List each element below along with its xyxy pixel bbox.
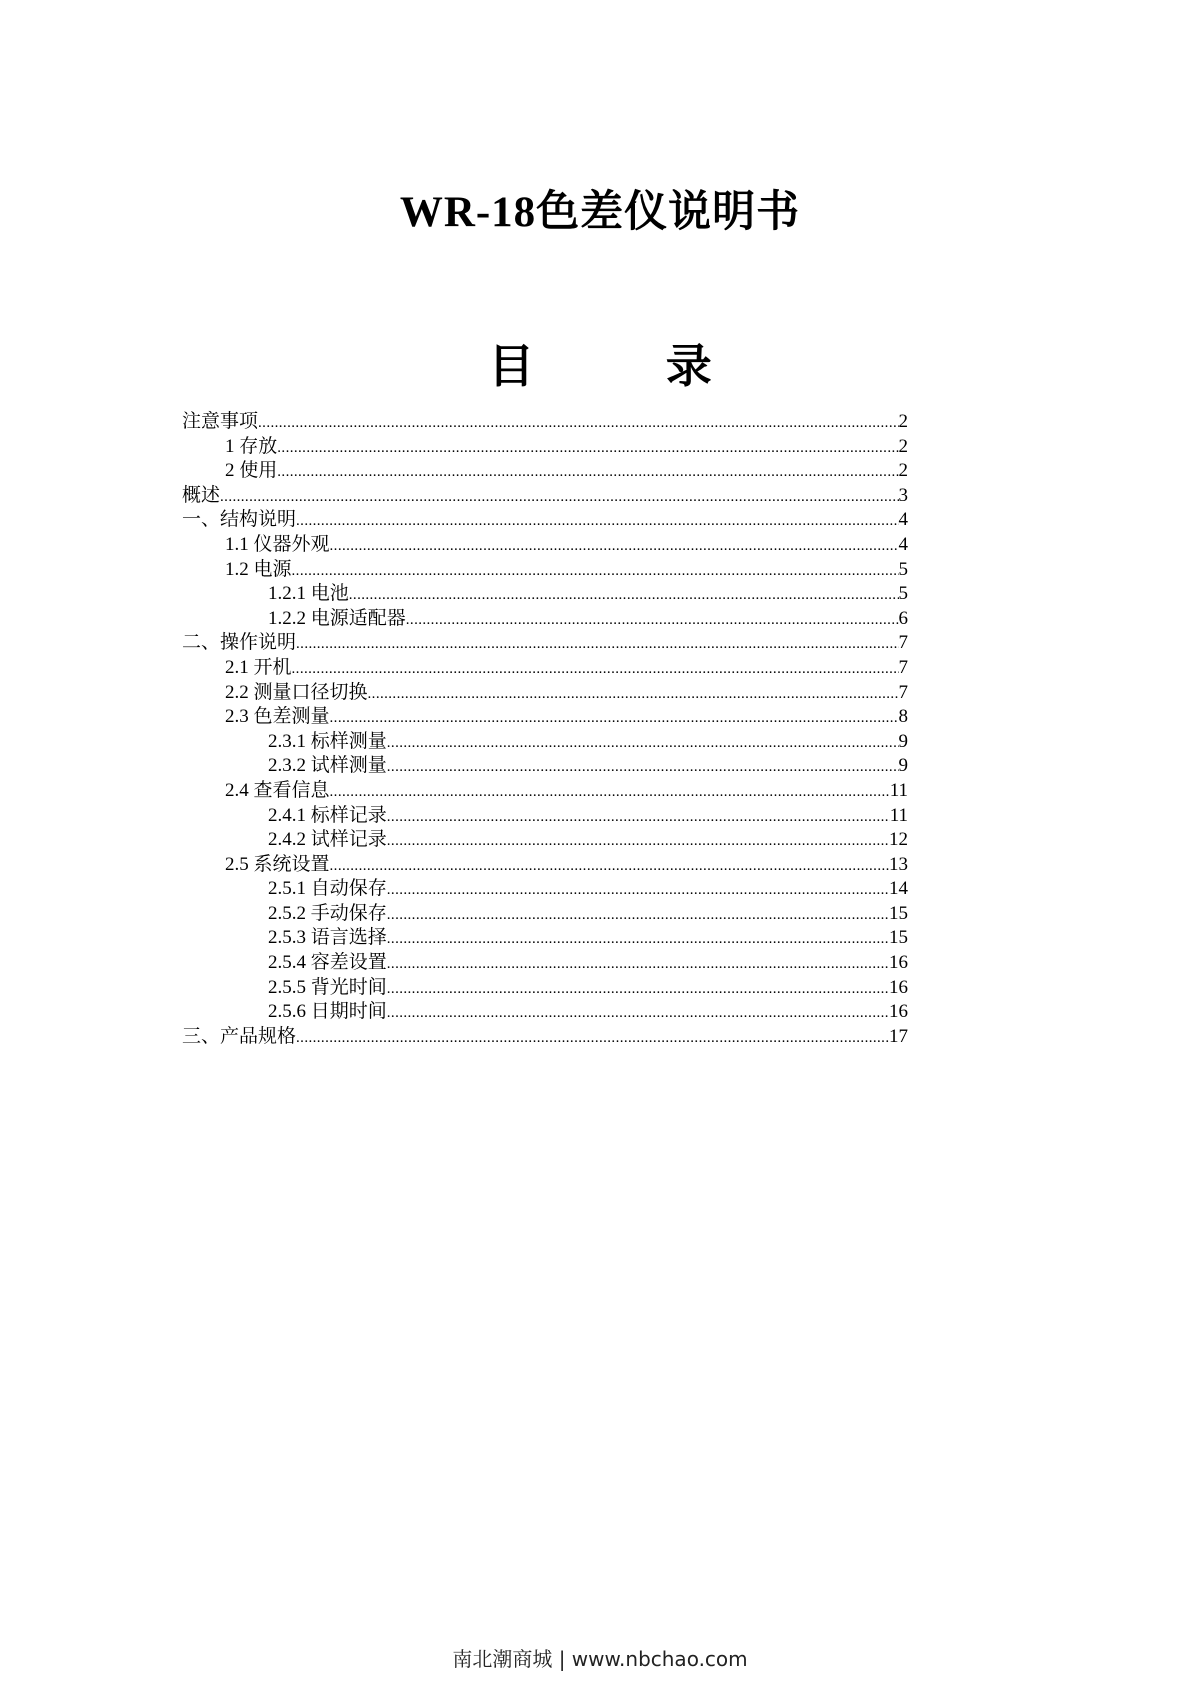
toc-page-number: 8 [898, 706, 908, 728]
toc-entry[interactable] [182, 976, 908, 1001]
toc-entry[interactable] [182, 804, 908, 829]
toc-page-number: 9 [898, 730, 908, 752]
toc-entry[interactable] [182, 459, 908, 484]
toc-page-number: 16 [889, 976, 908, 998]
toc-entry-label: 2.4.2 试样记录 [268, 829, 387, 851]
toc-dot-leader [220, 485, 898, 509]
toc-entry-label: 概述 [182, 484, 221, 506]
toc-page-number: 6 [898, 607, 908, 629]
toc-dot-leader [387, 755, 899, 779]
toc-entry[interactable] [182, 877, 908, 902]
toc-entry[interactable] [182, 926, 908, 951]
toc-page-number: 7 [898, 681, 908, 703]
toc-entry-label: 2.1 开机 [225, 656, 292, 678]
toc-page-number: 11 [889, 779, 908, 801]
toc-page-number: 7 [898, 632, 908, 654]
toc-dot-leader [296, 632, 898, 656]
toc-dot-leader [258, 411, 898, 435]
toc-dot-leader [387, 829, 889, 853]
toc-entry[interactable] [182, 607, 908, 632]
toc-page-number: 4 [898, 509, 908, 531]
toc-entry[interactable] [182, 730, 908, 755]
toc-dot-leader [387, 952, 889, 976]
toc-entry[interactable] [182, 582, 908, 607]
toc-page-number: 15 [889, 902, 908, 924]
toc-dot-leader [387, 878, 889, 902]
toc-entry-label: 2.5.4 容差设置 [268, 952, 387, 974]
toc-entry[interactable] [182, 951, 908, 976]
toc-page-number: 12 [889, 829, 908, 851]
toc-page-number: 3 [898, 484, 908, 506]
toc-entry-label: 2.4.1 标样记录 [268, 804, 387, 826]
toc-entry-label: 1.2 电源 [225, 558, 292, 580]
toc-entry-label: 1.2.1 电池 [268, 583, 349, 605]
toc-page-number: 13 [889, 853, 908, 875]
toc-dot-leader [349, 583, 899, 607]
toc-entry[interactable] [182, 828, 908, 853]
toc-entry[interactable] [182, 681, 908, 706]
toc-entry-label: 三、产品规格 [182, 1025, 297, 1047]
toc-dot-leader [406, 608, 899, 632]
toc-entry[interactable] [182, 779, 908, 804]
toc-dot-leader [330, 780, 890, 804]
toc-page-number: 2 [898, 411, 908, 432]
toc-entry[interactable] [182, 533, 908, 558]
toc-dot-leader [292, 559, 899, 583]
toc-entry-label: 2.5.2 手动保存 [268, 902, 387, 924]
toc-dot-leader [277, 460, 898, 484]
toc-page-number: 15 [889, 927, 908, 949]
toc-page-number: 11 [889, 804, 908, 826]
toc-entry-label: 2.3.1 标样测量 [268, 730, 387, 752]
toc-entry[interactable] [182, 656, 908, 681]
toc-dot-leader [330, 534, 899, 558]
toc-entry[interactable] [182, 902, 908, 927]
toc-page-number: 2 [898, 435, 908, 457]
toc-entry-label: 2.5.1 自动保存 [268, 878, 387, 900]
toc-dot-leader [387, 927, 889, 951]
toc-entry[interactable] [182, 631, 908, 656]
toc-entry-label: 注意事项 [182, 411, 259, 432]
toc-page-number: 9 [898, 755, 908, 777]
page-footer: 南北潮商城 | www.nbchao.com [452, 1647, 748, 1671]
toc-entry[interactable] [182, 508, 908, 533]
toc-page-number: 5 [898, 558, 908, 580]
toc-entry[interactable] [182, 1025, 908, 1050]
toc-entry-label: 2.5.3 语言选择 [268, 927, 387, 949]
toc-page-number: 4 [898, 533, 908, 555]
table-of-contents [182, 410, 908, 1049]
toc-entry[interactable] [182, 1000, 908, 1025]
toc-page-number: 7 [898, 656, 908, 678]
toc-entry[interactable] [182, 435, 908, 460]
toc-entry-label: 2 使用 [225, 460, 278, 482]
toc-entry-label: 一、结构说明 [182, 509, 297, 531]
toc-dot-leader [387, 903, 889, 927]
toc-dot-leader [330, 706, 899, 730]
toc-dot-leader [387, 977, 889, 1001]
toc-entry[interactable] [182, 705, 908, 730]
toc-entry-label: 二、操作说明 [182, 632, 297, 654]
toc-entry-label: 2.2 测量口径切换 [225, 681, 368, 703]
toc-entry[interactable] [182, 754, 908, 779]
toc-entry[interactable] [182, 558, 908, 583]
toc-dot-leader [277, 436, 898, 460]
toc-page-number: 2 [898, 460, 908, 482]
toc-dot-leader [387, 805, 890, 829]
toc-dot-leader [296, 509, 898, 533]
toc-dot-leader [296, 1026, 889, 1050]
toc-entry[interactable] [182, 853, 908, 878]
toc-entry-label: 1 存放 [225, 435, 278, 457]
toc-entry-label: 2.5 系统设置 [225, 853, 330, 875]
toc-dot-leader [387, 1001, 889, 1025]
toc-page-number: 14 [889, 878, 908, 900]
document-title: WR-18色差仪说明书 [399, 189, 801, 236]
toc-dot-leader [292, 657, 899, 681]
toc-entry-label: 1.2.2 电源适配器 [268, 607, 406, 629]
toc-entry-label: 2.3 色差测量 [225, 706, 330, 728]
toc-entry[interactable] [182, 410, 908, 435]
toc-entry[interactable] [182, 484, 908, 509]
toc-page-number: 17 [889, 1025, 908, 1047]
toc-dot-leader [330, 854, 889, 878]
toc-dot-leader [368, 682, 899, 706]
toc-page-number: 5 [898, 583, 908, 605]
toc-entry-label: 2.5.5 背光时间 [268, 976, 387, 998]
toc-entry-label: 2.3.2 试样测量 [268, 755, 387, 777]
toc-entry-label: 1.1 仪器外观 [225, 533, 330, 555]
toc-page-number: 16 [889, 1001, 908, 1023]
toc-dot-leader [387, 731, 899, 755]
toc-heading: 目 录 [488, 341, 752, 392]
toc-entry-label: 2.4 查看信息 [225, 779, 330, 801]
toc-entry-label: 2.5.6 日期时间 [268, 1001, 387, 1023]
toc-page-number: 16 [889, 952, 908, 974]
